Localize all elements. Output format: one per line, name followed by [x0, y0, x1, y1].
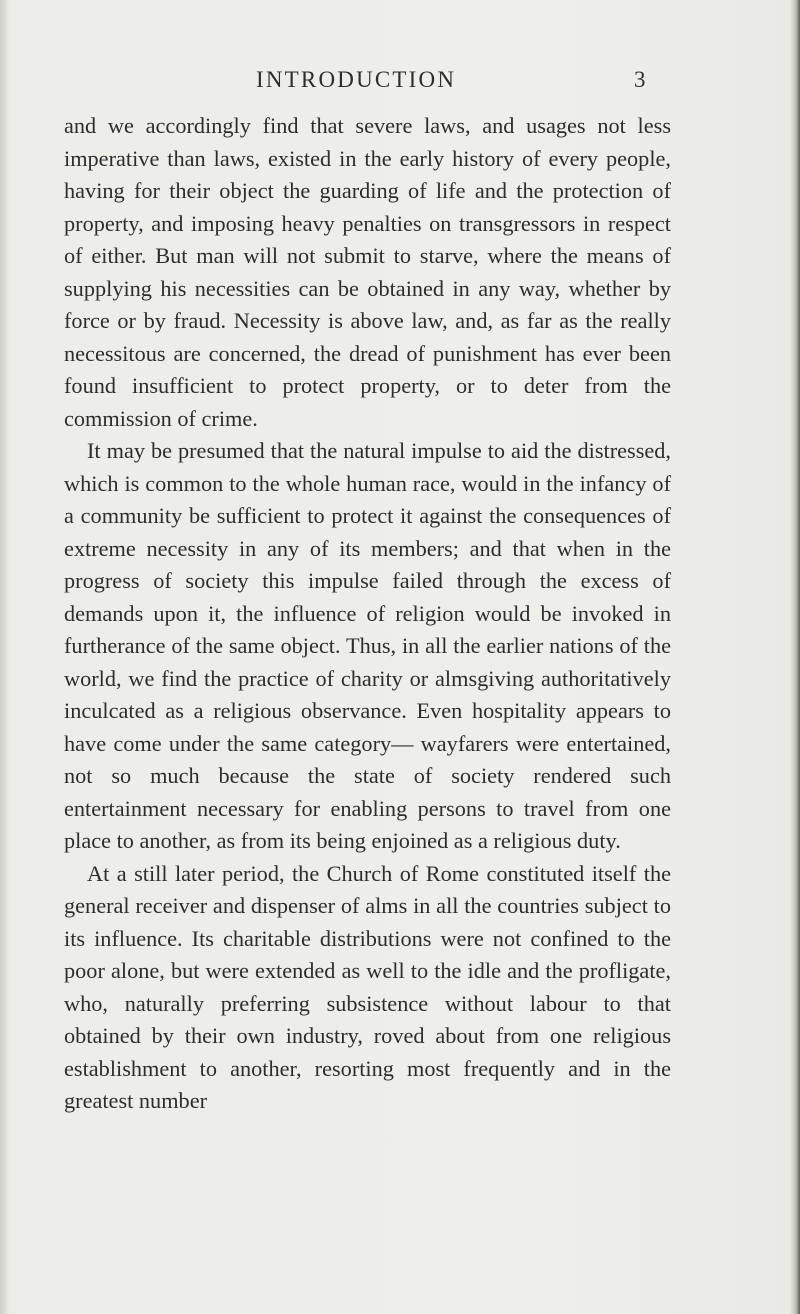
paragraph-3: At a still later period, the Church of Rome constituted itself the general receiver and dispenser of alms in all the countries subject to its influence. Its charitable distributions were not confined to the poor alone, but were extended as well to the idle and the profligate, who, naturally preferring subsistence without labour to that obtained by their own industry, roved about from one religious establishment to another, resorting most frequently and in the greatest number — [64, 860, 671, 1113]
page-number: 3 — [634, 67, 646, 92]
running-header — [0, 66, 800, 98]
running-title: INTRODUCTION — [256, 67, 457, 92]
page-edge-shadow — [790, 0, 800, 1314]
paragraph-1: and we accordingly find that severe laws, and usages not less imperative than laws, existed in the early history of every people, having for their object the guarding of life and the protection of property, and imposing heavy penalties on transgressors in respect of either. But man will not submit to starve, where the means of supplying his necessities can be obtained in any way, whether by force or by fraud. Necessity is above law, and, as far as the really necessitous are concerned, the dread of punishment has ever been found insufficient to protect property, or to deter from the commission of crime. — [64, 113, 671, 431]
page-gutter-shadow — [0, 0, 8, 1314]
paragraph-2: It may be presumed that the natural impulse to aid the distressed, which is common to the whole human race, would in the infancy of a community be sufficient to protect it against the consequences of extreme necessity in any of its members; and that when in the progress of society this impulse failed through the excess of demands upon it, the influence of religion would be invoked in furtherance of the same object. Thus, in all the earlier nations of the world, we find the practice of charity or almsgiving authoritatively inculcated as a religious observance. Even hospitality appears to have come under the same category— wayfarers were entertained, not so much because the state of society rendered such entertainment necessary for enabling persons to travel from one place to another, as from its being enjoined as a religious duty. — [64, 438, 671, 853]
body-text — [64, 110, 671, 1118]
